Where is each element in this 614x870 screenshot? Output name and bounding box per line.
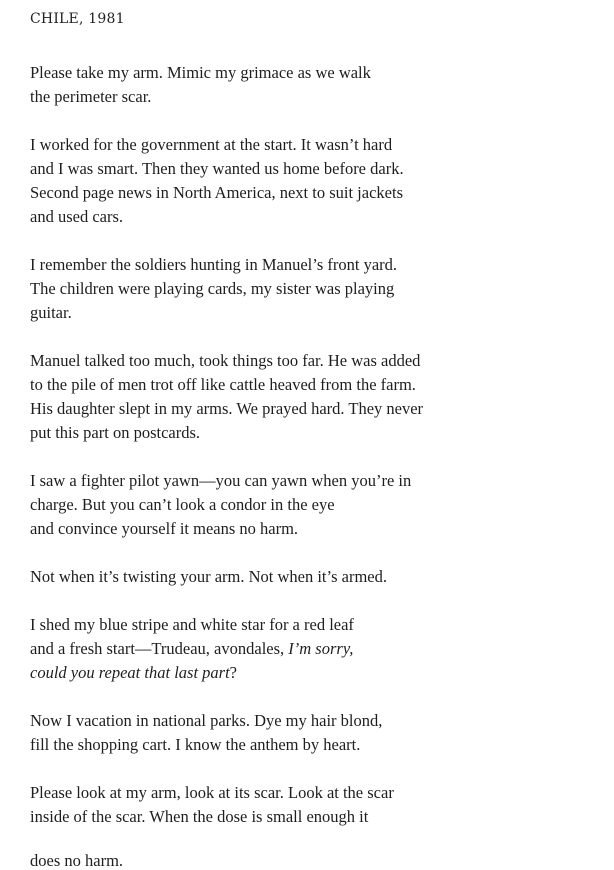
poem-line: Now I vacation in national parks. Dye my hair blond,: [30, 711, 383, 730]
poem-line: the perimeter scar.: [30, 87, 152, 106]
poem-line: Not when it’s twisting your arm. Not when it’s armed.: [30, 567, 387, 586]
poem-line: Second page news in North America, next to suit jackets: [30, 183, 403, 202]
poem-line: I worked for the government at the start. It wasn’t hard: [30, 135, 393, 154]
poem-line: put this part on postcards.: [30, 423, 201, 442]
poem-line: [30, 639, 353, 659]
poem-line-text: and a fresh start—Trudeau, avondales,: [30, 639, 289, 658]
poem-line: I remember the soldiers hunting in Manuel’s front yard.: [30, 255, 398, 274]
poem-line: The children were playing cards, my sister was playing: [30, 279, 395, 298]
poem-line: guitar.: [30, 303, 72, 322]
poem-line: Please take my arm. Mimic my grimace as we walk: [30, 63, 371, 82]
poem-line: and used cars.: [30, 207, 124, 226]
poem-line: Please look at my arm, look at its scar. Look at the scar: [30, 783, 394, 802]
poem-line: does no harm.: [30, 851, 124, 870]
poem-line: [30, 663, 237, 683]
poem-line: fill the shopping cart. I know the anthem by heart.: [30, 735, 361, 754]
poem-line: His daughter slept in my arms. We prayed hard. They never: [30, 399, 424, 418]
poem-line-text: ?: [229, 663, 237, 682]
poem-line: I shed my blue stripe and white star for a red leaf: [30, 615, 354, 634]
poem-line: and I was smart. Then they wanted us home before dark.: [30, 159, 404, 178]
poem-line-italic: I’m sorry,: [288, 639, 354, 658]
poem-line: and convince yourself it means no harm.: [30, 519, 299, 538]
poem-title: CHILE, 1981: [30, 11, 125, 27]
poem-line: Manuel talked too much, took things too far. He was added: [30, 351, 421, 370]
poem-line-italic: could you repeat that last part: [30, 663, 230, 682]
poem-line: to the pile of men trot off like cattle heaved from the farm.: [30, 375, 416, 394]
poem-line: charge. But you can’t look a condor in the eye: [30, 495, 335, 514]
poem-line: I saw a fighter pilot yawn—you can yawn when you’re in: [30, 471, 412, 490]
poem-line: inside of the scar. When the dose is small enough it: [30, 807, 369, 826]
